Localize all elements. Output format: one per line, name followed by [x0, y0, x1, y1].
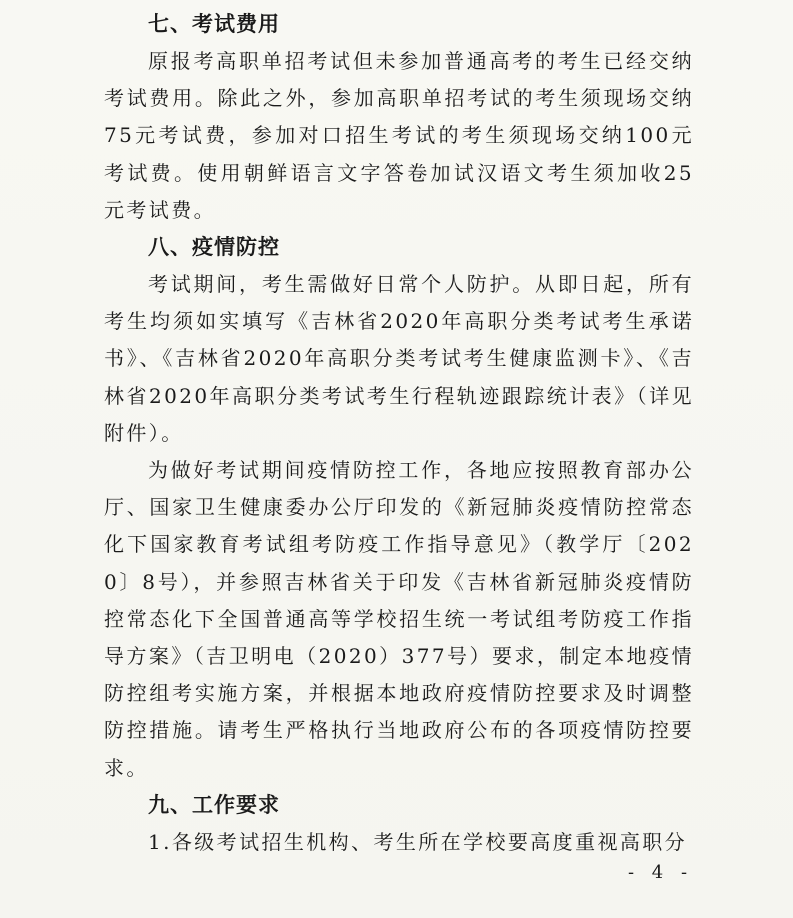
- paragraph-exam-fees: 原报考高职单招考试但未参加普通高考的考生已经交纳考试费用。除此之外，参加高职单招考试的考生须现场交纳75元考试费，参加对口招生考试的考生须现场交纳100元考试费。使用朝鲜语言文字答卷加试汉语文考生须加收25元考试费。: [104, 49, 694, 222]
- section-heading-exam-fees: 七、考试费用: [148, 12, 280, 36]
- section-heading-work-requirements: 九、工作要求: [148, 792, 280, 817]
- section-heading-epidemic-prevention: 八、疫情防控: [148, 235, 280, 260]
- page-number: - 4 -: [628, 862, 694, 883]
- document-body: [104, 6, 694, 861]
- paragraph-personal-protection: 考试期间，考生需做好日常个人防护。从即日起，所有考生均须如实填写《吉林省2020年高职分类考试考生承诺书》、《吉林省2020年高职分类考试考生健康监测卡》、《吉林省2020年高职分类考试考生行程轨迹跟踪统计表》（详见附件）。: [104, 272, 694, 445]
- paragraph-work-requirement-1: 1.各级考试招生机构、考生所在学校要高度重视高职分: [148, 829, 688, 854]
- paragraph-prevention-measures: 为做好考试期间疫情防控工作，各地应按照教育部办公厅、国家卫生健康委办公厅印发的《新冠肺炎疫情防控常态化下国家教育考试组考防疫工作指导意见》（教学厅〔2020〕8号），并参照吉林省关于印发《吉林省新冠肺炎疫情防控常态化下全国普通高等学校招生统一考试组考防疫工作指导方案》（吉卫明电（2020）377号）要求，制定本地疫情防控组考实施方案，并根据本地政府疫情防控要求及时调整防控措施。请考生严格执行当地政府公布的各项疫情防控要求。: [104, 458, 694, 780]
